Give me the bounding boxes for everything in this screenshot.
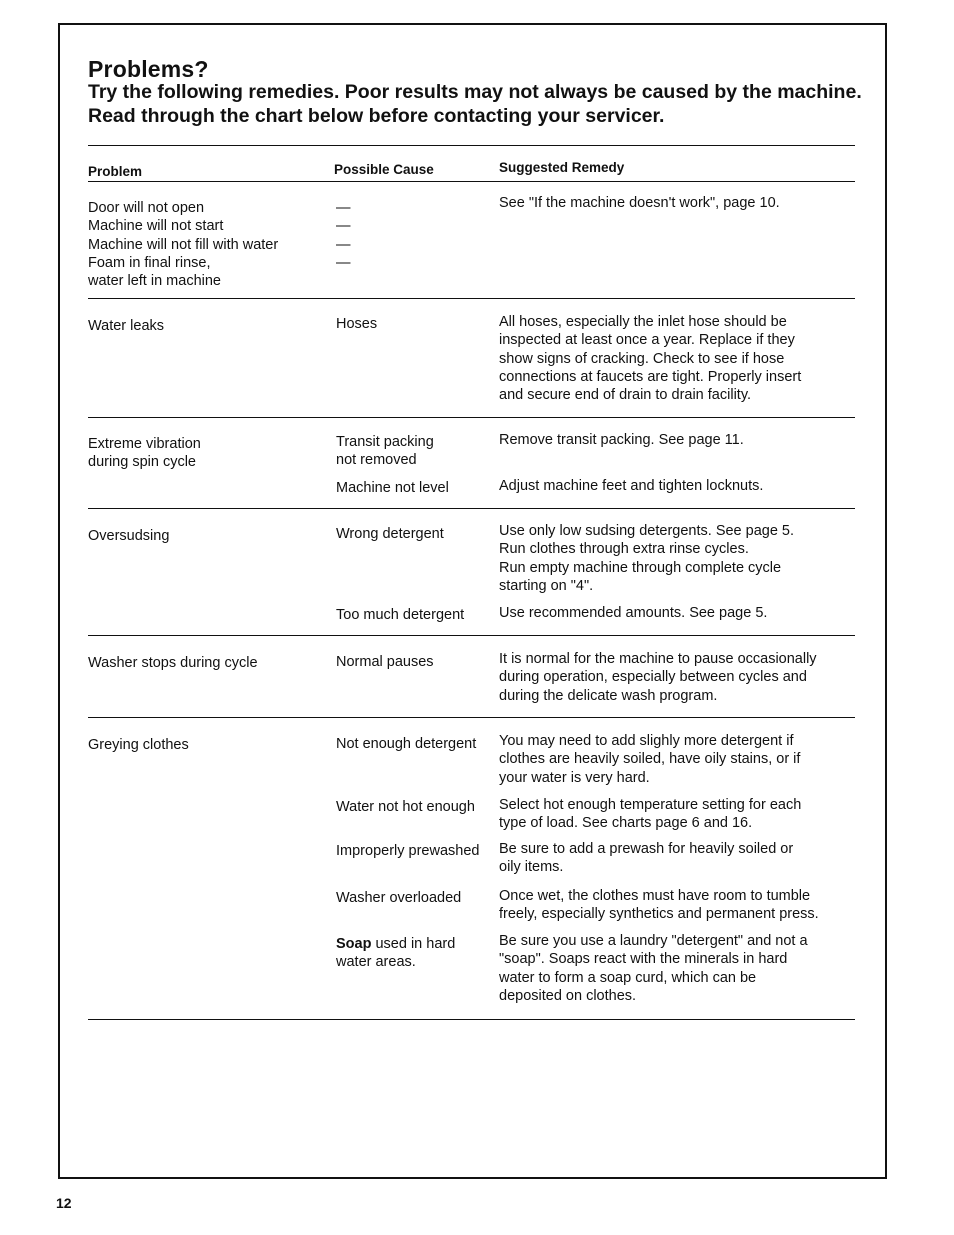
intro-text: Try the following remedies. Poor results may not always be caused by the machine. Read through the chart below before contacting your servicer. — [88, 81, 862, 127]
row-5-remedy-a: You may need to add slighly more detergent if clothes are heavily soiled, have oily stains, or if your water is very hard. — [499, 733, 801, 786]
header-remedy: Suggested Remedy — [499, 160, 625, 175]
row-divider — [88, 508, 855, 509]
row-5-cause-b: Water not hot enough — [336, 799, 475, 815]
row-1-cause: Hoses — [336, 316, 378, 332]
row-1-problem: Water leaks — [88, 318, 165, 334]
header-cause: Possible Cause — [334, 162, 434, 177]
row-3-problem: Oversudsing — [88, 528, 170, 544]
row-5-cause-d: Washer overloaded — [336, 890, 462, 906]
row-0-problem: Door will not open Machine will not start Machine will not fill with water Foam in final rinse, water left in machine — [88, 200, 279, 290]
row-5-cause-a: Not enough detergent — [336, 736, 477, 752]
page-title: Problems? — [88, 56, 209, 82]
row-5-remedy-c: Be sure to add a prewash for heavily soiled or oily items. — [499, 841, 794, 876]
row-5-problem: Greying clothes — [88, 737, 189, 753]
table-bottom-rule — [88, 1019, 855, 1020]
row-divider — [88, 417, 855, 418]
soap-bold-label: Soap — [336, 936, 372, 952]
row-1-remedy: All hoses, especially the inlet hose should be inspected at least once a year. Replace if they show signs of cracking. Check to see if hose connections at faucets are tight. Properly insert and secure end of drain to drain facility. — [499, 314, 802, 404]
row-5-remedy-b: Select hot enough temperature setting for each type of load. See charts page 6 and 16. — [499, 797, 802, 832]
row-5-cause-c: Improperly prewashed — [336, 843, 480, 859]
soap-cause-text: used in hard water areas. — [336, 936, 456, 971]
row-0-remedy: See "If the machine doesn't work", page 10. — [499, 195, 780, 211]
row-divider — [88, 635, 855, 636]
row-5-remedy-d: Once wet, the clothes must have room to tumble freely, especially synthetics and permanent press. — [499, 888, 819, 923]
row-2-cause-a: Transit packing not removed — [336, 434, 434, 469]
row-5-cause-e — [336, 935, 496, 972]
header-rule — [88, 181, 855, 182]
row-3-remedy-a: Use only low sudsing detergents. See page 5. Run clothes through extra rinse cycles. Run empty machine through complete cycle starting on "4". — [499, 523, 795, 594]
table-top-rule — [88, 145, 855, 146]
row-divider — [88, 298, 855, 299]
row-4-cause: Normal pauses — [336, 654, 434, 670]
row-0-cause: — — — — — [336, 200, 351, 271]
row-3-cause-b: Too much detergent — [336, 607, 465, 623]
row-4-remedy: It is normal for the machine to pause occasionally during operation, especially between cycles and during the delicate wash program. — [499, 651, 817, 704]
page-number: 12 — [56, 1195, 72, 1211]
row-2-cause-b: Machine not level — [336, 480, 449, 496]
header-problem: Problem — [88, 164, 143, 179]
row-3-cause-a: Wrong detergent — [336, 526, 444, 542]
row-4-problem: Washer stops during cycle — [88, 655, 258, 671]
row-divider — [88, 717, 855, 718]
row-2-remedy-b: Adjust machine feet and tighten locknuts. — [499, 478, 764, 494]
row-5-remedy-e: Be sure you use a laundry "detergent" and not a "soap". Soaps react with the minerals in hard water to form a soap curd, which can be deposited on clothes. — [499, 933, 808, 1004]
row-2-problem: Extreme vibration during spin cycle — [88, 436, 201, 471]
row-2-remedy-a: Remove transit packing. See page 11. — [499, 432, 744, 448]
row-3-remedy-b: Use recommended amounts. See page 5. — [499, 605, 768, 621]
